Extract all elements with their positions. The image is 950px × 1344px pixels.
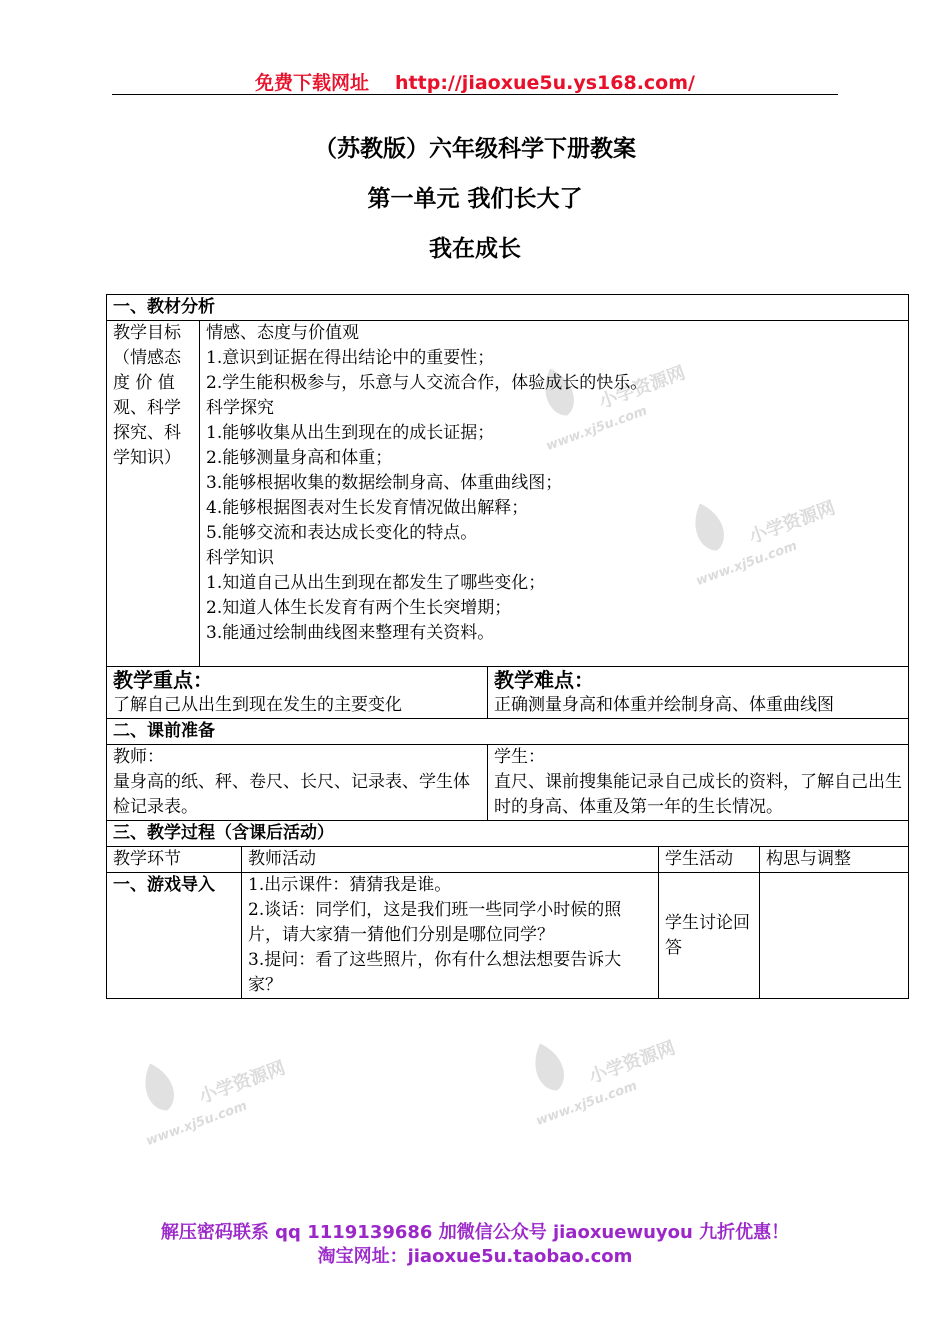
column-header: 教师活动 xyxy=(242,847,659,873)
section-process-heading-row xyxy=(107,821,909,847)
teacher-prep-text: 量身高的纸、秤、卷尺、长尺、记录表、学生体检记录表。 xyxy=(113,772,470,817)
goals-label-line: 度 价 值 xyxy=(113,373,175,393)
goals-label-line: 学知识） xyxy=(113,448,181,468)
goal-line: 科学探究 xyxy=(206,398,274,418)
goal-line: 3.能通过绘制曲线图来整理有关资料。 xyxy=(206,623,495,643)
goal-line: 科学知识 xyxy=(206,548,274,568)
goals-label-line: （情感态 xyxy=(113,348,181,368)
goal-line: 2.学生能积极参与，乐意与人交流合作，体验成长的快乐。 xyxy=(206,373,648,393)
section-materials-heading-row xyxy=(107,295,909,321)
difficulty-text: 正确测量身高和体重并绘制身高、体重曲线图 xyxy=(494,695,834,715)
leaf-icon xyxy=(510,1029,587,1106)
goals-label-line: 探究、科 xyxy=(113,423,181,443)
goal-line: 3.能够根据收集的数据绘制身高、体重曲线图； xyxy=(206,473,563,493)
section-heading: 一、教材分析 xyxy=(107,295,909,321)
section-heading: 二、课前准备 xyxy=(107,719,909,745)
header-divider xyxy=(112,94,838,95)
footer-shop-link[interactable]: 淘宝网址：jiaoxue5u.taobao.com xyxy=(317,1246,633,1267)
teacher-activity-item: 1.出示课件：猜猜我是谁。 xyxy=(248,875,452,895)
goal-line: 5.能够交流和表达成长变化的特点。 xyxy=(206,523,478,543)
goals-label-line: 观、科学 xyxy=(113,398,181,418)
download-label: 免费下载网址 xyxy=(255,72,370,94)
goals-label-line: 教学目标 xyxy=(113,323,181,343)
goal-line: 4.能够根据图表对生长发育情况做出解释； xyxy=(206,498,529,518)
section-heading: 三、教学过程（含课后活动） xyxy=(107,821,909,847)
student-prep-cell xyxy=(488,745,909,821)
teacher-prep-cell xyxy=(107,745,488,821)
difficulty-label: 教学难点： xyxy=(494,668,594,692)
goals-label-cell xyxy=(107,321,200,667)
key-point-text: 了解自己从出生到现在发生的主要变化 xyxy=(113,695,402,715)
teacher-activity-item: 3.提问：看了这些照片，你有什么想法想要告诉大家？ xyxy=(248,950,622,995)
goal-line: 2.知道人体生长发育有两个生长突增期； xyxy=(206,598,512,618)
download-url-link[interactable]: http://jiaoxue5u.ys168.com/ xyxy=(395,72,695,94)
student-prep-text: 直尺、课前搜集能记录自己成长的资料，了解自己出生时的身高、体重及第一年的生长情况。 xyxy=(494,772,902,817)
teacher-activity-cell xyxy=(242,873,659,999)
stage-cell: 一、游戏导入 xyxy=(107,873,242,999)
watermark-logo: 小学资源网 www.xj5u.com xyxy=(120,1016,295,1149)
key-point-cell xyxy=(107,667,488,719)
process-header-row xyxy=(107,847,909,873)
goal-line: 1.能够收集从出生到现在的成长证据； xyxy=(206,423,495,443)
doc-title: （苏教版）六年级科学下册教案 xyxy=(314,136,636,162)
unit-title: 第一单元 我们长大了 xyxy=(367,186,583,212)
teaching-goals-row xyxy=(107,321,909,667)
goal-line: 2.能够测量身高和体重； xyxy=(206,448,393,468)
column-header: 构思与调整 xyxy=(760,847,909,873)
difficulty-cell xyxy=(488,667,909,719)
watermark-logo: 小学资源网 www.xj5u.com xyxy=(510,996,685,1129)
key-points-row xyxy=(107,667,909,719)
student-prep-label: 学生： xyxy=(494,747,545,767)
footer-contact: 解压密码联系 qq 1119139686 加微信公众号 jiaoxuewuyou 九折优惠！ xyxy=(160,1222,790,1243)
watermark-logo: 小学资源网 www.xj5u.com xyxy=(670,456,845,589)
notes-cell xyxy=(760,873,909,999)
column-header: 教学环节 xyxy=(107,847,242,873)
goal-line: 情感、态度与价值观 xyxy=(206,323,359,343)
section-preparation-heading-row xyxy=(107,719,909,745)
column-header: 学生活动 xyxy=(659,847,760,873)
download-header xyxy=(0,68,950,95)
student-activity-cell: 学生讨论回答 xyxy=(659,873,760,999)
lesson-plan-table xyxy=(106,294,909,999)
process-row xyxy=(107,873,909,999)
lesson-title: 我在成长 xyxy=(429,236,521,262)
teacher-activity-item: 2.谈话：同学们，这是我们班一些同学小时候的照片，请大家猜一猜他们分别是哪位同学？ xyxy=(248,900,622,945)
goal-line: 1.意识到证据在得出结论中的重要性； xyxy=(206,348,495,368)
goal-line: 1.知道自己从出生到现在都发生了哪些变化； xyxy=(206,573,546,593)
teacher-prep-label: 教师： xyxy=(113,747,164,767)
goals-content-cell xyxy=(200,321,909,667)
leaf-icon xyxy=(120,1049,197,1126)
watermark-logo: 小学资源网 www.xj5u.com xyxy=(520,321,695,454)
preparation-row xyxy=(107,745,909,821)
key-point-label: 教学重点： xyxy=(113,668,213,692)
